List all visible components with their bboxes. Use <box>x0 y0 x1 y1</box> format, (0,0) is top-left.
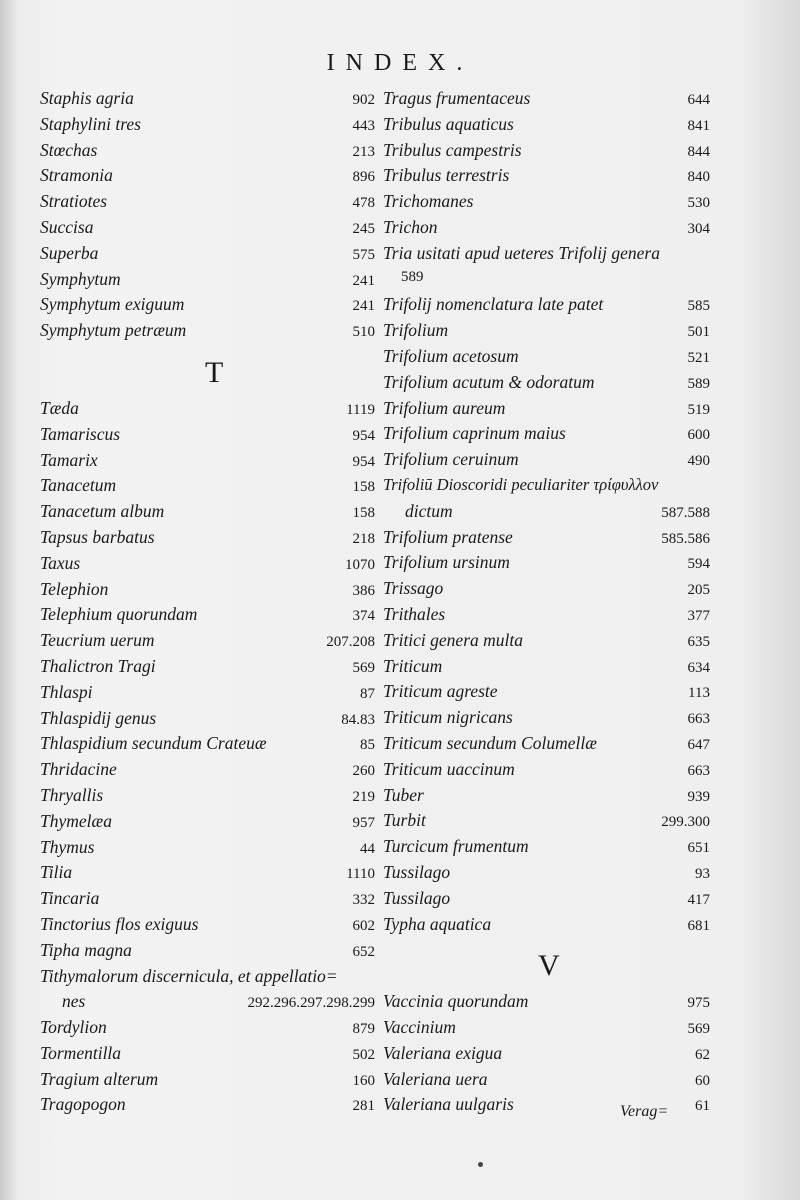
index-entry <box>383 630 710 656</box>
index-entry <box>383 140 710 166</box>
entry-page: 62 <box>695 1046 710 1063</box>
entry-term: Tribulus aquaticus <box>383 113 514 134</box>
entry-page: 44 <box>360 840 375 857</box>
index-entry <box>383 372 710 398</box>
index-entry <box>383 991 710 1017</box>
entry-term: Tragium alterum <box>40 1068 159 1089</box>
entry-term: Triticum <box>383 655 443 676</box>
entry-term: Tuber <box>383 784 424 805</box>
entry-term: Teucrium uerum <box>40 630 155 651</box>
entry-term: Tilia <box>40 862 73 883</box>
entry-page: 260 <box>352 763 375 780</box>
entry-term: Trifolium aureum <box>383 397 506 418</box>
entry-page: 85 <box>360 737 375 754</box>
entry-term: Trifolium ursinum <box>383 552 510 573</box>
index-entry <box>383 810 710 836</box>
entry-page: 1070 <box>345 556 375 573</box>
entry-term: Thalictron Tragi <box>40 655 156 676</box>
index-entry <box>40 785 375 811</box>
entry-term: Trichomanes <box>383 191 474 212</box>
entry-term: Turbit <box>383 810 426 831</box>
entry-term: Stratiotes <box>40 191 108 212</box>
entry-term: Tragus frumentaceus <box>383 88 531 108</box>
index-entry <box>383 294 710 320</box>
entry-page: 663 <box>687 762 710 779</box>
entry-page: 241 <box>352 298 375 315</box>
printer-mark <box>478 1162 483 1167</box>
entry-page: 158 <box>352 505 375 522</box>
entry-page: 569 <box>352 659 375 676</box>
entry-page: 954 <box>352 453 375 470</box>
entry-page: 332 <box>352 892 375 909</box>
entry-term: Trithales <box>383 603 446 624</box>
entry-term: Thlaspidij genus <box>40 707 157 728</box>
entry-term: Trifolium ceruinum <box>383 449 519 470</box>
entry-page: 652 <box>352 943 375 960</box>
index-entry <box>40 114 375 140</box>
entry-term: Trifolium acetosum <box>383 345 519 366</box>
entry-page: 245 <box>352 220 375 237</box>
entry-term: Valeriana uulgaris <box>383 1094 514 1115</box>
index-entry <box>383 785 710 811</box>
entry-term: Tipha magna <box>40 939 132 960</box>
entry-page: 490 <box>687 453 710 470</box>
entry-term: Staphis agria <box>40 88 134 108</box>
entry-term: Tordylion <box>40 1017 107 1038</box>
entry-page: 519 <box>687 401 710 418</box>
index-entry <box>383 217 710 243</box>
entry-term: Tribulus terrestris <box>383 165 510 186</box>
entry-term: Symphytum <box>40 268 121 289</box>
left-column <box>40 88 375 1120</box>
entry-page: 602 <box>352 917 375 934</box>
index-entry <box>40 837 375 863</box>
index-entry <box>40 140 375 166</box>
index-entry <box>40 1017 375 1043</box>
index-entry <box>40 191 375 217</box>
entry-term: Tamarix <box>40 449 98 470</box>
entry-term: Trissago <box>383 578 444 599</box>
entry-page: 113 <box>688 685 710 702</box>
index-entry <box>40 914 375 940</box>
entry-page: 635 <box>687 633 710 650</box>
entry-term: Symphytum petræum <box>40 320 187 341</box>
entry-term: Valeriana exigua <box>383 1042 503 1063</box>
entry-page: 585.586 <box>661 530 710 547</box>
index-entry <box>40 217 375 243</box>
index-entry <box>383 1043 710 1069</box>
entry-page: 374 <box>352 608 375 625</box>
entry-term: Thlaspidium secundum Crateuæ <box>40 733 267 754</box>
entry-term: Staphylini tres <box>40 113 141 134</box>
entry-term: Tanacetum album <box>40 501 165 522</box>
entry-term: Tribulus campestris <box>383 139 522 160</box>
entry-term: Tormentilla <box>40 1042 122 1063</box>
index-entry <box>40 759 375 785</box>
entry-page: 644 <box>687 92 710 108</box>
entry-page: 510 <box>352 324 375 341</box>
entry-term: Trifolium <box>383 320 449 341</box>
entry-term: Vaccinia quorundam <box>383 991 529 1012</box>
entry-term: Valeriana uera <box>383 1068 488 1089</box>
entry-page: 160 <box>352 1072 375 1089</box>
entry-term: Vaccinium <box>383 1017 456 1038</box>
index-entry <box>40 1094 375 1120</box>
entry-term: Thlaspi <box>40 681 93 702</box>
index-entry <box>40 424 375 450</box>
entry-page: 417 <box>687 891 710 908</box>
entry-page: 93 <box>695 865 710 882</box>
index-entry-continued: Trifoliū Dioscoridi peculiariter τρίφυλλον <box>383 474 659 494</box>
entry-term: Tussilago <box>383 887 451 908</box>
entry-term: Triticum uaccinum <box>383 758 515 779</box>
index-entry <box>383 604 710 630</box>
entry-page: 634 <box>687 659 710 676</box>
entry-page: 663 <box>687 711 710 728</box>
index-entry <box>40 501 375 527</box>
index-entry <box>383 191 710 217</box>
index-entry-continued: Tithymalorum discernicula, et appellatio= <box>40 965 338 986</box>
index-entry <box>383 707 710 733</box>
entry-term: Trifolium pratense <box>383 526 513 547</box>
index-entry <box>383 114 710 140</box>
entry-page: 299.300 <box>661 814 710 831</box>
entry-term: Tritici genera multa <box>383 629 523 650</box>
entry-term: Tinctorius flos exiguus <box>40 913 199 934</box>
entry-page: 585 <box>687 298 710 315</box>
entry-page: 896 <box>352 169 375 186</box>
index-entry <box>40 1069 375 1095</box>
entry-term: Thridacine <box>40 759 117 780</box>
entry-term: Triticum nigricans <box>383 707 513 728</box>
entry-page: 844 <box>687 143 710 160</box>
entry-page: 158 <box>352 479 375 496</box>
entry-term: Superba <box>40 242 99 263</box>
index-entry <box>40 450 375 476</box>
entry-term: Trifolium acutum & odoratum <box>383 371 595 392</box>
entry-term: Thryallis <box>40 784 104 805</box>
entry-page: 975 <box>687 995 710 1012</box>
entry-page: 281 <box>352 1098 375 1115</box>
index-entry <box>40 708 375 734</box>
index-entry <box>383 449 710 475</box>
entry-term: Stœchas <box>40 139 98 160</box>
index-entry <box>383 862 710 888</box>
index-entry <box>40 862 375 888</box>
index-entry <box>40 243 375 269</box>
entry-page: 377 <box>687 607 710 624</box>
entry-page: 218 <box>352 530 375 547</box>
index-entry <box>40 320 375 346</box>
entry-page: 521 <box>687 349 710 366</box>
index-entry <box>383 527 710 553</box>
entry-page: 205 <box>687 582 710 599</box>
index-entry: dictum 587.588 <box>405 500 710 521</box>
index-entry <box>383 320 710 346</box>
entry-page: 589 <box>687 375 710 392</box>
entry-page: 879 <box>352 1021 375 1038</box>
entry-term: Tamariscus <box>40 423 121 444</box>
entry-term: Tæda <box>40 397 79 418</box>
entry-page: 954 <box>352 427 375 444</box>
index-entry <box>383 165 710 191</box>
entry-term: Trichon <box>383 216 438 237</box>
entry-page: 61 <box>695 1098 710 1115</box>
entry-term: Trifolium caprinum maius <box>383 423 566 444</box>
entry-term: Triticum secundum Columellæ <box>383 732 597 753</box>
entry-page: 207.208 <box>326 634 375 651</box>
index-entry <box>40 630 375 656</box>
entry-page: 386 <box>352 582 375 599</box>
entry-page: 60 <box>695 1072 710 1089</box>
entry-page: 530 <box>687 195 710 212</box>
index-entry <box>40 527 375 553</box>
entry-page: 219 <box>352 788 375 805</box>
index-entry <box>40 604 375 630</box>
index-entry <box>40 579 375 605</box>
index-entry <box>383 346 710 372</box>
right-column <box>383 88 710 1120</box>
entry-page: 840 <box>687 169 710 186</box>
index-entry <box>383 681 710 707</box>
entry-term: Turcicum frumentum <box>383 836 529 857</box>
entry-page: 594 <box>687 556 710 573</box>
entry-page: 478 <box>352 195 375 212</box>
index-entry <box>40 811 375 837</box>
entry-term: Typha aquatica <box>383 913 492 934</box>
entry-term: Tanacetum <box>40 475 117 496</box>
page-title: INDEX. <box>326 50 474 76</box>
entry-page: 502 <box>352 1046 375 1063</box>
index-entry <box>40 475 375 501</box>
index-entry <box>40 940 375 966</box>
entry-page: 87 <box>360 685 375 702</box>
index-entry <box>40 294 375 320</box>
index-entry <box>383 759 710 785</box>
entry-page: 575 <box>352 246 375 263</box>
entry-page: 681 <box>687 917 710 934</box>
index-entry <box>383 423 710 449</box>
index-entry <box>40 553 375 579</box>
index-entry <box>383 398 710 424</box>
entry-page: 569 <box>687 1021 710 1038</box>
entry-term: Tapsus barbatus <box>40 526 155 547</box>
entry-term: Telephion <box>40 578 109 599</box>
entry-term: Symphytum exiguum <box>40 294 185 315</box>
entry-page: 213 <box>352 143 375 160</box>
index-entry <box>383 88 710 114</box>
section-letter-t: T <box>205 355 224 389</box>
index-entry <box>40 1043 375 1069</box>
entry-page: 841 <box>687 117 710 134</box>
entry-page: 902 <box>352 92 375 108</box>
entry-term: Tragopogon <box>40 1094 126 1115</box>
entry-term: Stramonia <box>40 165 113 186</box>
entry-page: 304 <box>687 220 710 237</box>
entry-term: Triticum agreste <box>383 681 498 702</box>
index-entry-continued: Tria usitati apud ueteres Trifolij genera <box>383 242 660 263</box>
entry-page: 501 <box>687 324 710 341</box>
entry-page: 1110 <box>346 866 375 883</box>
entry-term: Succisa <box>40 216 94 237</box>
index-entry <box>383 836 710 862</box>
index-entry <box>40 88 375 114</box>
index-entry <box>383 1069 710 1095</box>
entry-page: 939 <box>687 788 710 805</box>
entry-term: Telephium quorundam <box>40 604 198 625</box>
entry-page: 600 <box>687 427 710 444</box>
index-entry <box>383 1017 710 1043</box>
entry-page: 1119 <box>346 401 375 418</box>
index-entry: 589 <box>401 268 424 285</box>
index-entry <box>40 682 375 708</box>
entry-page: 241 <box>352 272 375 289</box>
entry-term: Thymus <box>40 836 95 857</box>
entry-page: 651 <box>687 840 710 857</box>
index-entry <box>383 733 710 759</box>
index-entry <box>383 888 710 914</box>
catchword: Verag= <box>620 1103 669 1120</box>
entry-page: 647 <box>687 736 710 753</box>
index-entry <box>40 733 375 759</box>
index-entry <box>40 888 375 914</box>
index-entry <box>40 398 375 424</box>
index-entry <box>40 656 375 682</box>
section-letter-v: V <box>538 949 560 983</box>
entry-page: 84.83 <box>341 711 375 728</box>
entry-term: Tincaria <box>40 888 100 909</box>
index-entry <box>40 165 375 191</box>
entry-page: 957 <box>352 814 375 831</box>
entry-term: Taxus <box>40 552 81 573</box>
entry-term: Trifolij nomenclatura late patet <box>383 294 604 315</box>
entry-term: Tussilago <box>383 861 451 882</box>
entry-page: 443 <box>352 117 375 134</box>
entry-term: Thymelæa <box>40 810 112 831</box>
index-entry <box>40 269 375 295</box>
index-entry <box>383 656 710 682</box>
index-entry: nes 292.296.297.298.299 <box>62 991 375 1012</box>
index-entry <box>383 578 710 604</box>
index-entry <box>383 552 710 578</box>
index-entry <box>383 914 710 940</box>
